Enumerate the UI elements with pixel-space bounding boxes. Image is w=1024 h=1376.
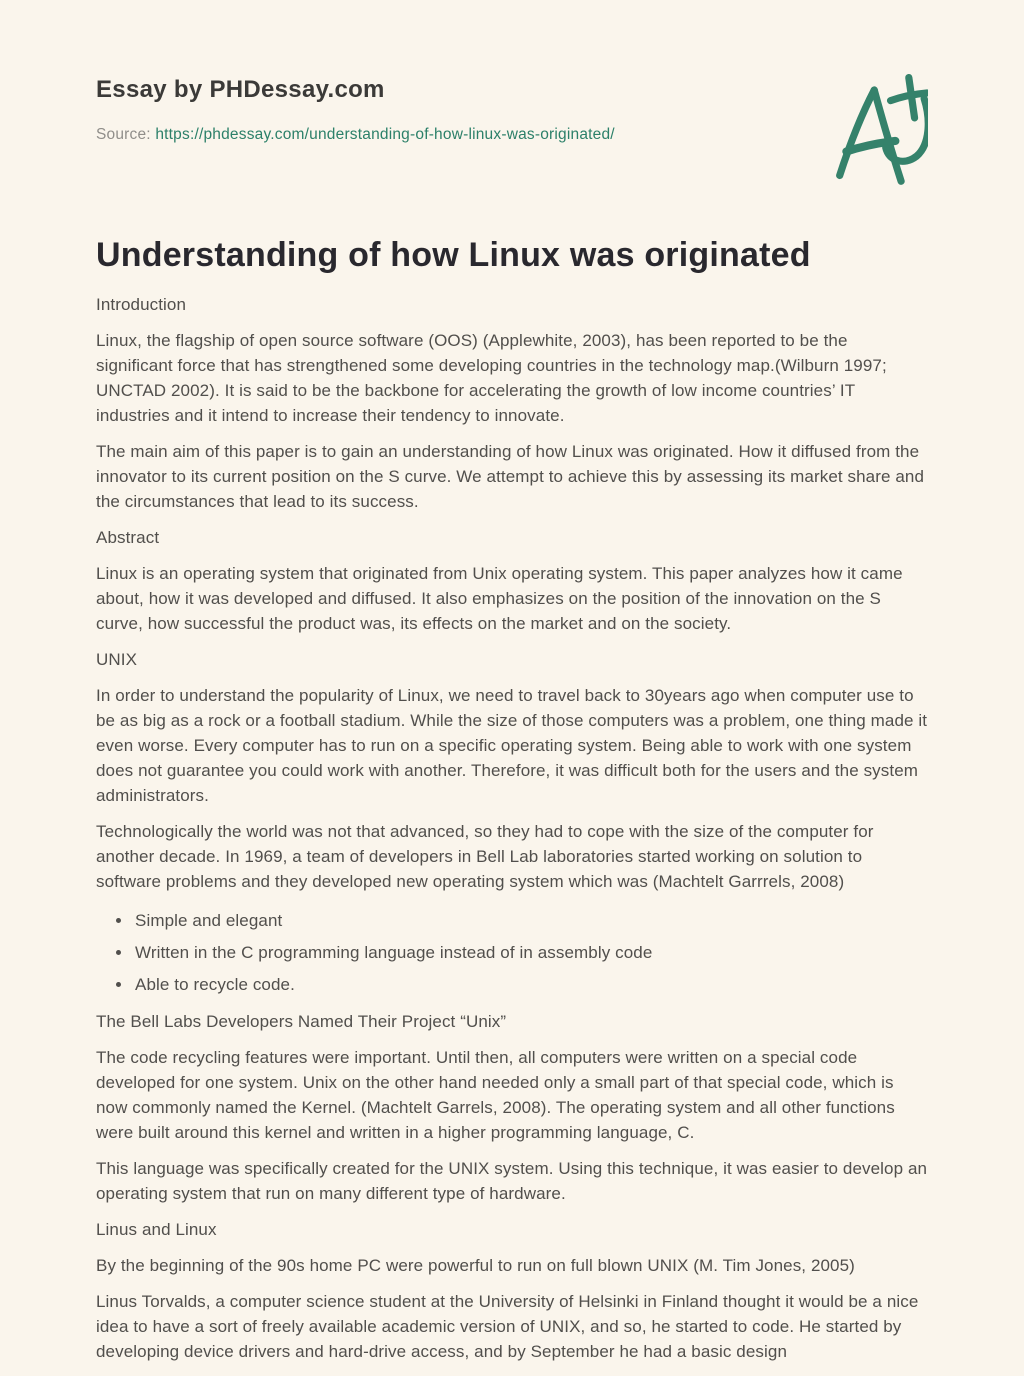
a-plus-logo-icon bbox=[832, 66, 928, 188]
page-header bbox=[96, 74, 928, 188]
page-title: Understanding of how Linux was originated bbox=[96, 236, 811, 274]
paragraph-c-language: This language was specifically created for the UNIX system. Using this technique, it was easier to develop an operating system that run on many different type of hardware. bbox=[96, 1159, 928, 1203]
section-label-linus-and-linux: Linus and Linux bbox=[96, 1220, 217, 1239]
paragraph-intro-2: The main aim of this paper is to gain an understanding of how Linux was originated. How it diffused from the innovator to its current position on the S curve. We attempt to achieve this by assessing its market share and the circumstances that lead to its success. bbox=[96, 442, 925, 511]
brand-title: Essay by PHDessay.com bbox=[96, 76, 385, 103]
paragraph-intro-1: Linux, the flagship of open source software (OOS) (Applewhite, 2003), has been reported to be the significant force that has strengthened some developing countries in the technology map.(Wilburn 1997; UNCTAD 2002). It is said to be the backbone for accelerating the growth of low income countries’ IT industries and it intend to increase their tendency to innovate. bbox=[96, 331, 887, 425]
paragraph-bell-labs-label: The Bell Labs Developers Named Their Project “Unix” bbox=[96, 1012, 507, 1031]
paragraph-unix-2: Technologically the world was not that advanced, so they had to cope with the size of the computer for another decade. In 1969, a team of developers in Bell Lab laboratories started working on solution to software problems and they developed new operating system which was (Machtelt Garrrels, 2008) bbox=[96, 822, 874, 891]
header-text-block bbox=[96, 74, 615, 144]
article-body bbox=[96, 292, 928, 1364]
section-label-unix: UNIX bbox=[96, 650, 138, 669]
list-item: • Able to recycle code. bbox=[133, 969, 928, 1001]
unix-features-list bbox=[96, 905, 928, 1001]
paragraph-unix-1: In order to understand the popularity of Linux, we need to travel back to 30years ago when computer use to be as big as a rock or a football stadium. While the size of those computers was a problem, one thing made it even worse. Every computer has to run on a specific operating system. Being able to work with one system does not guarantee you could work with another. Therefore, it was difficult both for the users and the system administrators. bbox=[96, 686, 928, 805]
paragraph-90s-pc: By the beginning of the 90s home PC were powerful to run on full blown UNIX (M. Tim Jones, 2005) bbox=[96, 1256, 855, 1275]
list-item: • Written in the C programming language instead of in assembly code bbox=[133, 937, 928, 969]
section-label-abstract: Abstract bbox=[96, 528, 160, 547]
source-url-link[interactable]: https://phdessay.com/understanding-of-how-linux-was-originated/ bbox=[155, 126, 615, 143]
section-label-introduction: Introduction bbox=[96, 295, 187, 314]
paragraph-abstract: Linux is an operating system that originated from Unix operating system. This paper analyzes how it came about, how it was developed and diffused. It also emphasizes on the position of the innovation on the S curve, how successful the product was, its effects on the market and on the society. bbox=[96, 564, 903, 633]
source-label: Source: bbox=[96, 126, 151, 143]
source-line bbox=[96, 126, 615, 144]
paragraph-linus-torvalds: Linus Torvalds, a computer science student at the University of Helsinki in Finland thought it would be a nice idea to have a sort of freely available academic version of UNIX, and so, he started to code. He started by developing device drivers and hard-drive access, and by September he had a basic design bbox=[96, 1292, 919, 1361]
paragraph-kernel: The code recycling features were important. Until then, all computers were written on a special code developed for one system. Unix on the other hand needed only a small part of that special code, which is now commonly named the Kernel. (Machtelt Garrels, 2008). The operating system and all other functions were built around this kernel and written in a higher programming language, C. bbox=[96, 1048, 895, 1142]
list-item: • Simple and elegant bbox=[133, 905, 928, 937]
